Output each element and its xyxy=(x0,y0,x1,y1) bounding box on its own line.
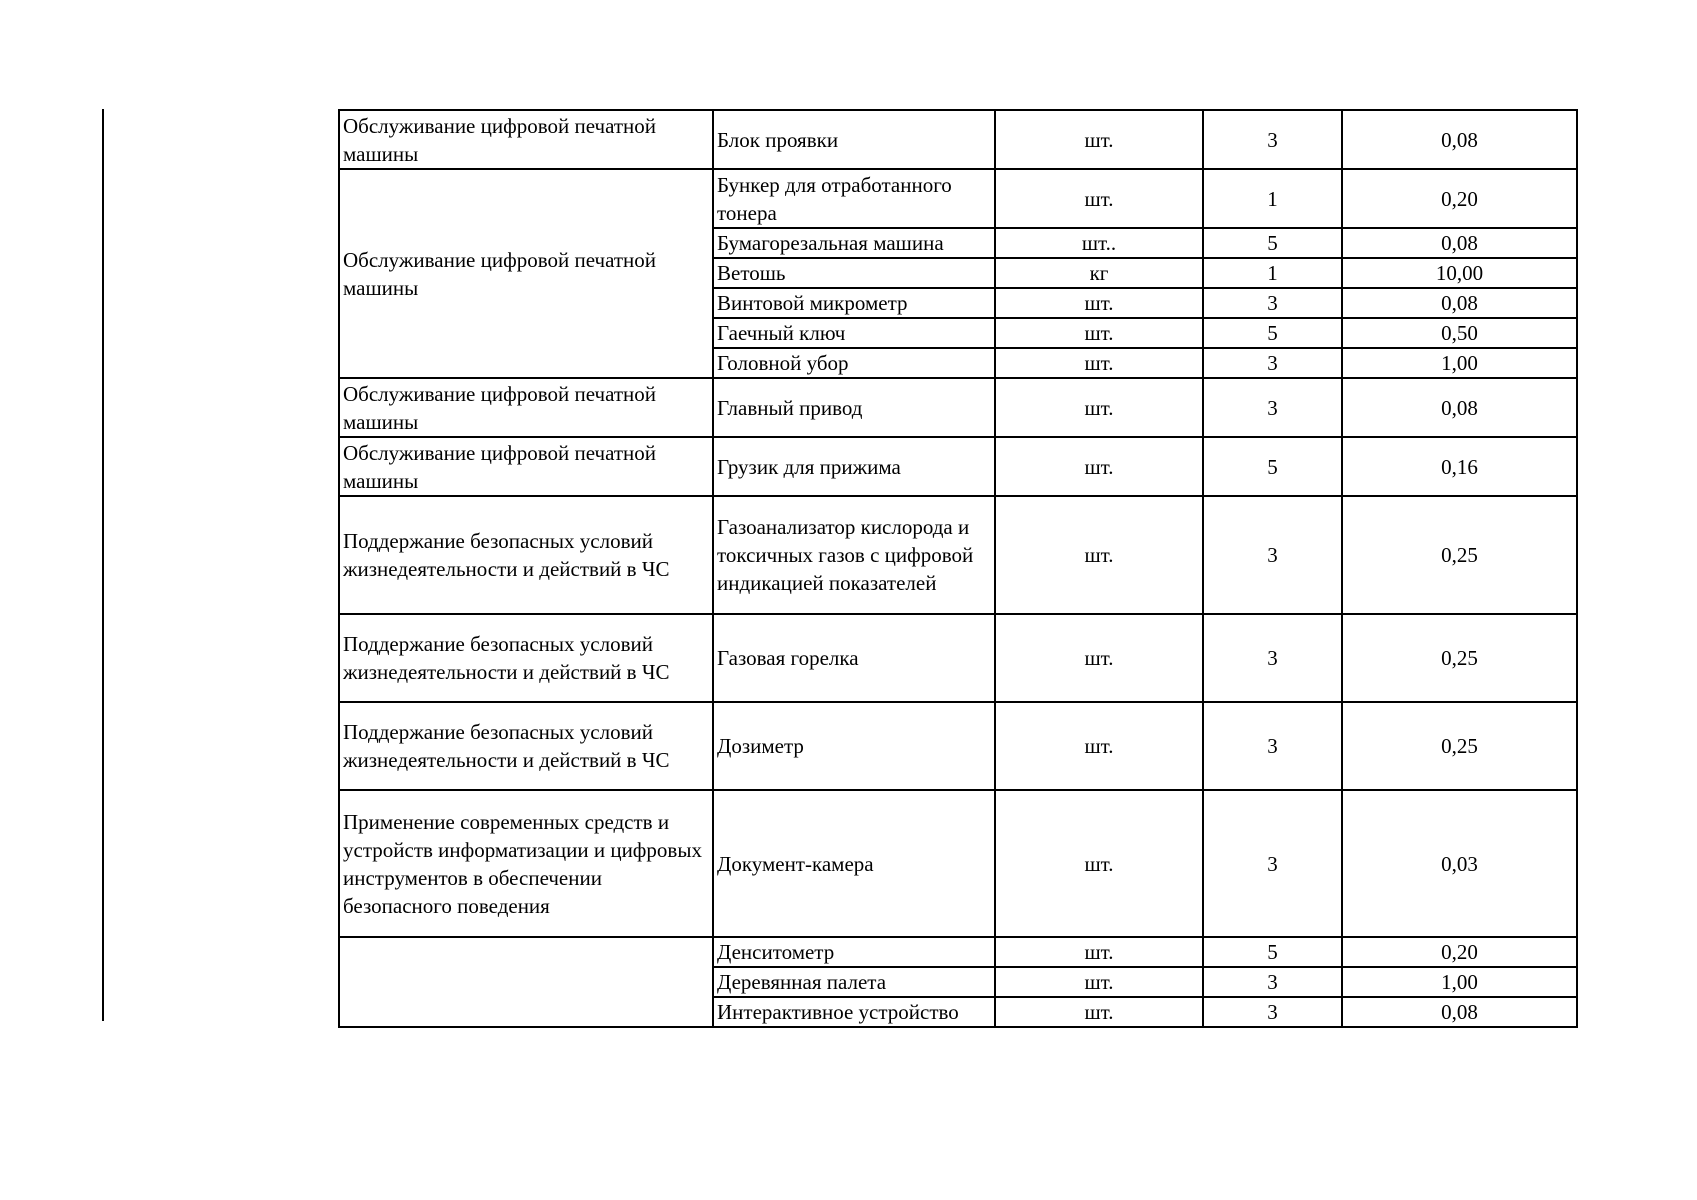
unit-cell: шт.. xyxy=(995,228,1203,258)
norm-cell: 0,03 xyxy=(1342,790,1577,937)
norm-cell: 0,08 xyxy=(1342,378,1577,437)
norm-cell: 0,16 xyxy=(1342,437,1577,496)
table-row xyxy=(339,169,1577,228)
table-row xyxy=(339,378,1577,437)
unit-cell: шт. xyxy=(995,967,1203,997)
quantity-cell: 5 xyxy=(1203,228,1342,258)
quantity-cell: 3 xyxy=(1203,614,1342,702)
activity-cell: Обслуживание цифровой печатной машины xyxy=(339,378,713,437)
unit-cell: шт. xyxy=(995,937,1203,967)
unit-cell: кг xyxy=(995,258,1203,288)
activity-cell: Поддержание безопасных условий жизнедеятельности и действий в ЧС xyxy=(339,702,713,790)
item-cell: Бункер для отработанного тонера xyxy=(713,169,995,228)
unit-cell: шт. xyxy=(995,614,1203,702)
norm-cell: 0,25 xyxy=(1342,496,1577,614)
table-row xyxy=(339,937,1577,967)
item-cell: Деревянная палета xyxy=(713,967,995,997)
item-cell: Денситометр xyxy=(713,937,995,967)
item-cell: Интерактивное устройство xyxy=(713,997,995,1027)
norm-cell: 0,50 xyxy=(1342,318,1577,348)
quantity-cell: 3 xyxy=(1203,496,1342,614)
item-cell: Головной убор xyxy=(713,348,995,378)
unit-cell: шт. xyxy=(995,169,1203,228)
activity-cell: Поддержание безопасных условий жизнедеятельности и действий в ЧС xyxy=(339,614,713,702)
unit-cell: шт. xyxy=(995,318,1203,348)
norm-cell: 0,20 xyxy=(1342,169,1577,228)
item-cell: Ветошь xyxy=(713,258,995,288)
quantity-cell: 3 xyxy=(1203,378,1342,437)
norm-cell: 0,25 xyxy=(1342,614,1577,702)
quantity-cell: 5 xyxy=(1203,318,1342,348)
quantity-cell: 5 xyxy=(1203,437,1342,496)
item-cell: Блок проявки xyxy=(713,110,995,169)
unit-cell: шт. xyxy=(995,790,1203,937)
activity-cell: Поддержание безопасных условий жизнедеятельности и действий в ЧС xyxy=(339,496,713,614)
item-cell: Гаечный ключ xyxy=(713,318,995,348)
activity-cell: Применение современных средств и устройств информатизации и цифровых инструментов в обеспечении безопасного поведения xyxy=(339,790,713,937)
norm-cell: 10,00 xyxy=(1342,258,1577,288)
table-row xyxy=(339,790,1577,937)
activity-cell: Обслуживание цифровой печатной машины xyxy=(339,110,713,169)
quantity-cell: 3 xyxy=(1203,702,1342,790)
quantity-cell: 3 xyxy=(1203,790,1342,937)
norm-cell: 1,00 xyxy=(1342,967,1577,997)
unit-cell: шт. xyxy=(995,702,1203,790)
item-cell: Документ-камера xyxy=(713,790,995,937)
unit-cell: шт. xyxy=(995,348,1203,378)
norm-cell: 0,08 xyxy=(1342,110,1577,169)
quantity-cell: 1 xyxy=(1203,258,1342,288)
unit-cell: шт. xyxy=(995,110,1203,169)
left-border-line xyxy=(102,109,104,1021)
item-cell: Главный привод xyxy=(713,378,995,437)
unit-cell: шт. xyxy=(995,378,1203,437)
table-row xyxy=(339,702,1577,790)
table-row xyxy=(339,614,1577,702)
table-row xyxy=(339,437,1577,496)
norm-cell: 0,25 xyxy=(1342,702,1577,790)
item-cell: Бумагорезальная машина xyxy=(713,228,995,258)
norm-cell: 0,08 xyxy=(1342,997,1577,1027)
activity-cell-empty xyxy=(339,937,713,1027)
quantity-cell: 3 xyxy=(1203,997,1342,1027)
norm-cell: 1,00 xyxy=(1342,348,1577,378)
item-cell: Газоанализатор кислорода и токсичных газов с цифровой индикацией показателей xyxy=(713,496,995,614)
quantity-cell: 1 xyxy=(1203,169,1342,228)
item-cell: Грузик для прижима xyxy=(713,437,995,496)
item-cell: Винтовой микрометр xyxy=(713,288,995,318)
equipment-table xyxy=(338,109,1578,1028)
unit-cell: шт. xyxy=(995,496,1203,614)
quantity-cell: 5 xyxy=(1203,937,1342,967)
norm-cell: 0,08 xyxy=(1342,288,1577,318)
quantity-cell: 3 xyxy=(1203,967,1342,997)
norm-cell: 0,08 xyxy=(1342,228,1577,258)
quantity-cell: 3 xyxy=(1203,288,1342,318)
table-row xyxy=(339,110,1577,169)
unit-cell: шт. xyxy=(995,997,1203,1027)
activity-cell: Обслуживание цифровой печатной машины xyxy=(339,437,713,496)
activity-cell: Обслуживание цифровой печатной машины xyxy=(339,169,713,378)
table-row xyxy=(339,496,1577,614)
item-cell: Дозиметр xyxy=(713,702,995,790)
quantity-cell: 3 xyxy=(1203,348,1342,378)
item-cell: Газовая горелка xyxy=(713,614,995,702)
unit-cell: шт. xyxy=(995,437,1203,496)
norm-cell: 0,20 xyxy=(1342,937,1577,967)
quantity-cell: 3 xyxy=(1203,110,1342,169)
unit-cell: шт. xyxy=(995,288,1203,318)
